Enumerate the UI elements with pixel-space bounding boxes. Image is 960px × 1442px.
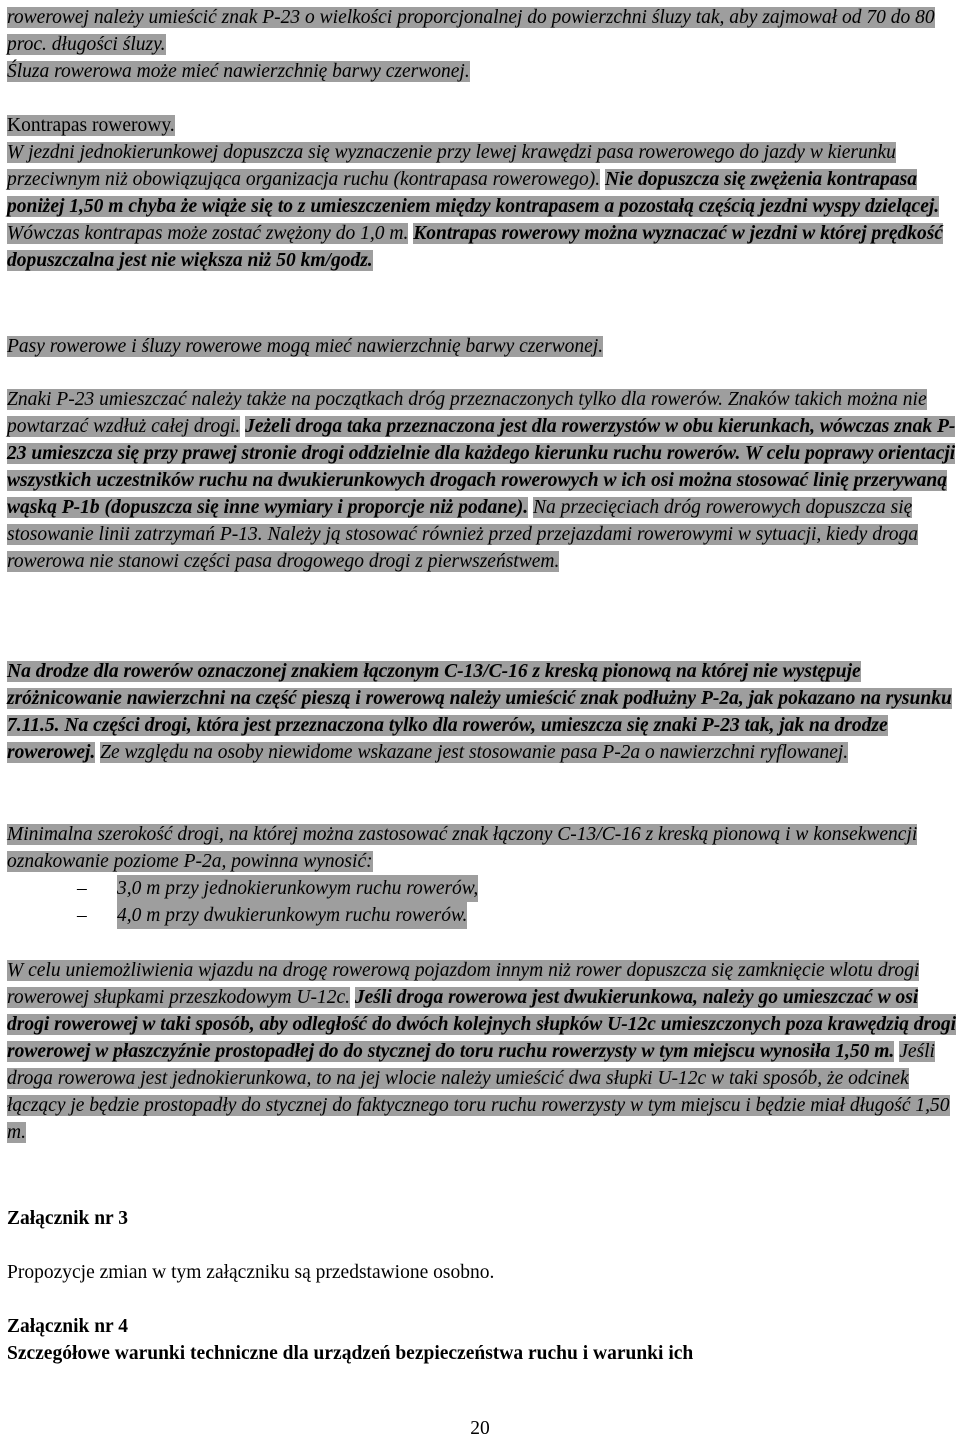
text-u12c-b: Jeśli droga rowerowa jest dwukierunkowa, należy go umieszczać w osi drogi rowerowej w taki sposób, aby odległość do dwóch kolejnych słupków U-12c umieszczonych poza krawędzią drogi rowerowej w płaszczyźnie prostopadłej do do stycznej do toru ruchu rowerzysty w tym miejscu wynosiła 1,50 m. — [7, 987, 957, 1062]
paragraph-znaki-p23 — [7, 386, 957, 575]
list-item-text: 4,0 m przy dwukierunkowym ruchu rowerów. — [117, 902, 467, 929]
text-c13-a: Na drodze dla rowerów oznaczonej znakiem łączonym C-13/C-16 z kreską pionową na której nie występuje zróżnicowanie nawierzchni na część pieszą i rowerową należy umieścić znak podłużny P-2a, jak pokazano na rysunku 7.11.5. Na części drogi, która jest przeznaczona tylko dla rowerów, umieszcza się znaki P-23 tak, jak na drodze rowerowej. — [7, 661, 952, 763]
dash-bullet: – — [77, 878, 87, 899]
text-znaki-a: Znaki P-23 umieszczać należy także na początkach dróg przeznaczonych tylko dla rowerów. Znaków takich można nie powtarzać wzdłuż całej drogi. — [7, 389, 927, 437]
text-kontrapas-a: W jezdni jednokierunkowej dopuszcza się wyznaczenie przy lewej krawędzi pasa rowerowego do jazdy w kierunku przeciwnym niż obowiązująca organizacja ruchu (kontrapasa rowerowego). — [7, 142, 896, 190]
list-item — [7, 875, 957, 902]
dash-bullet: – — [77, 905, 87, 926]
text-zalacznik-3: Propozycje zmian w tym załączniku są przedstawione osobno. — [7, 1262, 495, 1283]
subtitle-zalacznik-4: Szczegółowe warunki techniczne dla urządzeń bezpieczeństwa ruchu i warunki ich — [7, 1343, 694, 1364]
page-number: 20 — [470, 1418, 490, 1439]
text-sluza-sign: rowerowej należy umieścić znak P-23 o wielkości proporcjonalnej do powierzchni śluzy tak, aby zajmował od 70 do 80 proc. długości śluzy. — [7, 7, 935, 55]
paragraph-pasy — [7, 333, 957, 360]
text-znaki-b: Jeżeli droga taka przeznaczona jest dla rowerzystów w obu kierunkach, wówczas znak P-23 umieszcza się przy prawej stronie drogi oddzielnie dla każdego kierunku ruchu rowerów. W celu poprawy orientacji wszystkich uczestników ruchu na dwukierunkowych drogach rowerowych w ich osi można stosować linię przerywaną wąską P-1b (dopuszcza się inne wymiary i proporcje niż podane). — [7, 416, 956, 518]
paragraph-c13-c16 — [7, 658, 959, 766]
paragraph-kontrapas — [7, 112, 957, 274]
heading-zalacznik-4: Załącznik nr 4 — [7, 1316, 128, 1337]
text-u12c-c: Jeśli droga rowerowa jest jednokierunkowa, to na jej wlocie należy umieścić dwa słupki U-12c w taki sposób, że odcinek łączący je będzie prostopadły do stycznej do faktycznego toru ruchu rowerzysty w tym miejscu i będzie miał długość 1,50 m. — [7, 1041, 950, 1143]
paragraph-u12c — [7, 957, 959, 1146]
text-c13-b: Ze względu na osoby niewidome wskazane jest stosowanie pasa P-2a o nawierzchni ryflowanej. — [100, 742, 849, 763]
text-kontrapas-c: Wówczas kontrapas może zostać zwężony do 1,0 m. — [7, 223, 409, 244]
list-item — [7, 902, 957, 929]
paragraph-sluza — [7, 4, 957, 85]
text-znaki-c: Na przecięciach dróg rowerowych dopuszcza się stosowanie linii zatrzymań P-13. Należy ją stosować również przed przejazdami rowerowymi w sytuacji, kiedy droga rowerowa nie stanowi części pasa drogowego drogi z pierwszeństwem. — [7, 497, 919, 572]
text-kontrapas-d: Kontrapas rowerowy można wyznaczać w jezdni w której prędkość dopuszczalna jest nie większa niż 50 km/godz. — [7, 223, 944, 271]
text-min-width: Minimalna szerokość drogi, na której można zastosować znak łączony C-13/C-16 z kreską pionową i w konsekwencji oznakowanie poziome P-2a, powinna wynosić: — [7, 824, 918, 872]
text-pasy: Pasy rowerowe i śluzy rowerowe mogą mieć nawierzchnię barwy czerwonej. — [7, 336, 604, 357]
paragraph-min-width — [7, 821, 957, 875]
list-item-text: 3,0 m przy jednokierunkowym ruchu rowerów, — [117, 875, 478, 902]
heading-zalacznik-3: Załącznik nr 3 — [7, 1208, 128, 1229]
text-u12c-a: W celu uniemożliwienia wjazdu na drogę rowerową pojazdom innym niż rower dopuszcza się zamknięcie wlotu drogi rowerowej słupkami przeszkodowym U-12c. — [7, 960, 920, 1008]
text-kontrapas-b: Nie dopuszcza się zwężenia kontrapasa poniżej 1,50 m chyba że wiąże się to z umieszczeniem między kontrapasem a pozostałą częścią jezdni wyspy dzielącej. — [7, 169, 940, 217]
text-sluza-color: Śluza rowerowa może mieć nawierzchnię barwy czerwonej. — [7, 61, 470, 82]
section-title-kontrapas: Kontrapas rowerowy. — [7, 115, 175, 136]
